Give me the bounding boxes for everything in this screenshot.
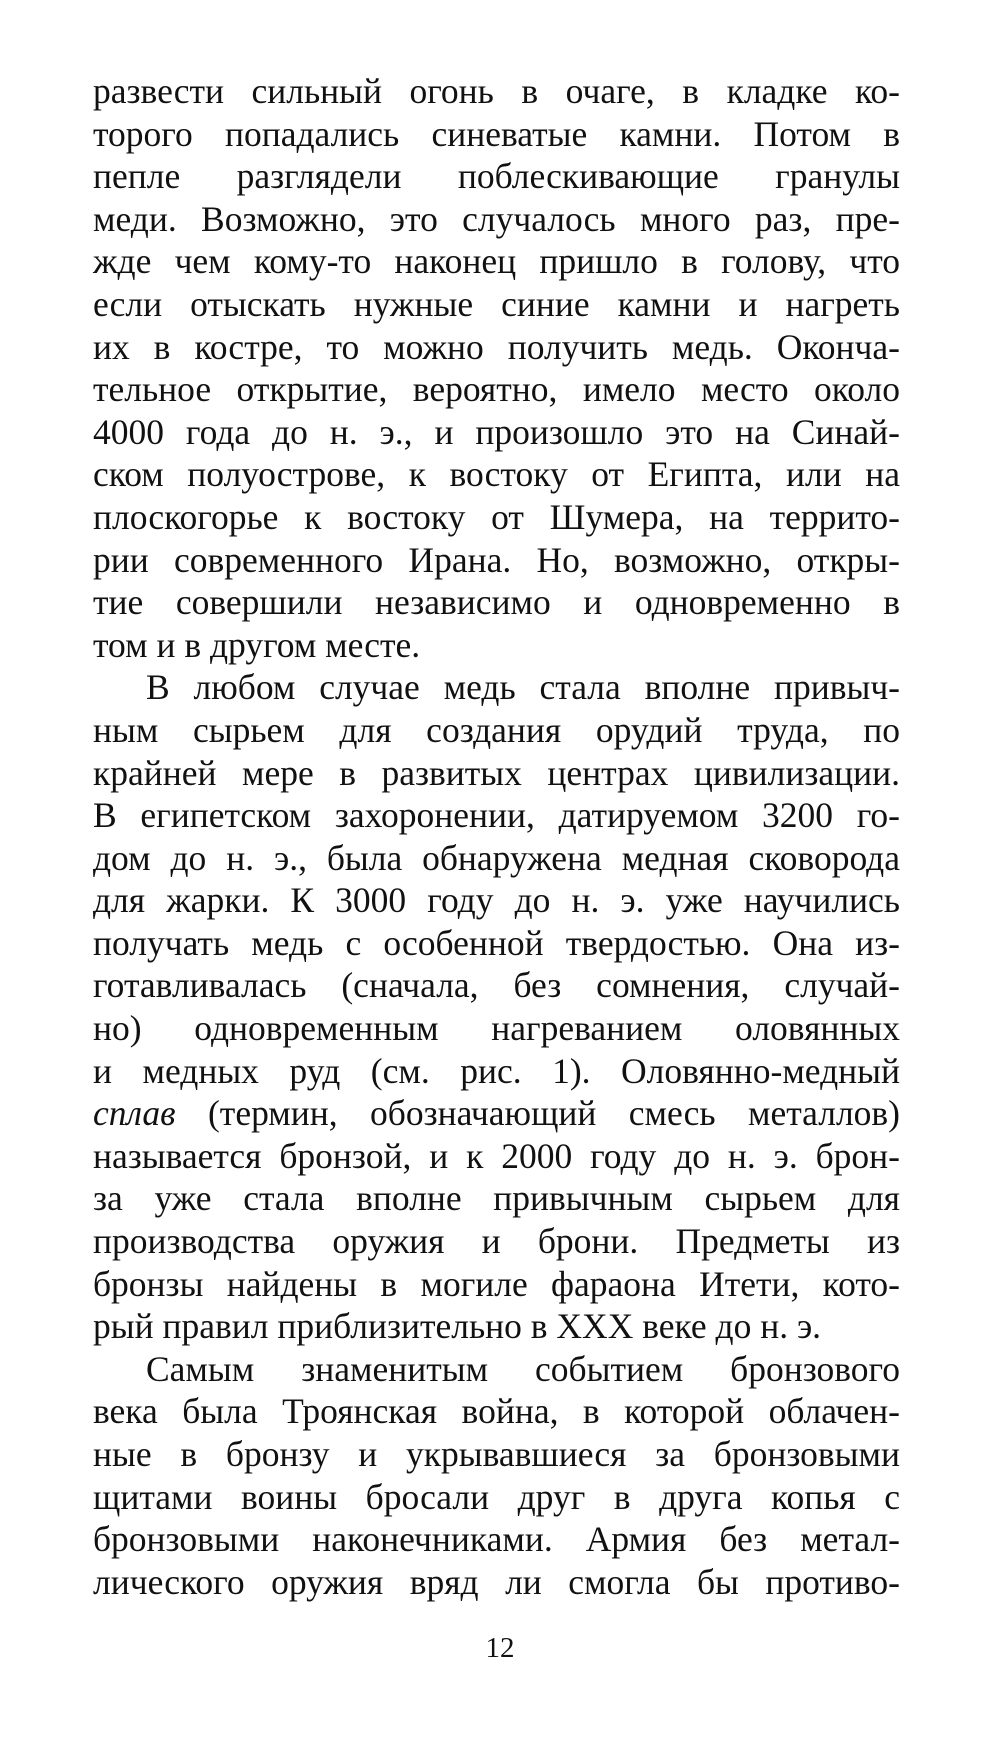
paragraph-2	[93, 666, 900, 1348]
paragraph-3	[93, 1348, 900, 1604]
text-line: 4000 года до н. э., и произошло это на Синай-	[93, 411, 900, 452]
text-line: за уже стала вполне привычным сырьем для	[93, 1178, 900, 1219]
text-line-with-term	[93, 1092, 900, 1135]
text-line: века была Троянская война, в которой облачен-	[93, 1391, 900, 1432]
text-line: бронзовыми наконечниками. Армия без метал-	[93, 1519, 900, 1560]
page-number: 12	[485, 1632, 515, 1664]
text-line: пепле разглядели поблескивающие гранулы	[93, 156, 900, 197]
page-body	[93, 70, 900, 1603]
text-line: том и в другом месте.	[93, 624, 421, 665]
text-line: плоскогорье к востоку от Шумера, на террито-	[93, 496, 900, 537]
text-line: рии современного Ирана. Но, возможно, откры-	[93, 539, 900, 580]
text-line: щитами воины бросали друг в друга копья с	[93, 1476, 900, 1517]
text-line: тельное открытие, вероятно, имело место около	[93, 369, 900, 410]
text-line: жде чем кому-то наконец пришло в голову, что	[93, 241, 900, 282]
text-line: торого попадались синеватые камни. Потом в	[93, 113, 900, 154]
text-line: рый правил приблизительно в XXX веке до н. э.	[93, 1306, 822, 1347]
text-line: ным сырьем для создания орудий труда, по	[93, 709, 900, 750]
italic-term: сплав	[93, 1093, 176, 1134]
text-line: В египетском захоронении, датируемом 3200 го-	[93, 795, 900, 836]
text-line: меди. Возможно, это случалось много раз, пре-	[93, 198, 900, 239]
text-line: и медных руд (см. рис. 1). Оловянно-медный	[93, 1050, 900, 1091]
text-line: но) одновременным нагреванием оловянных	[93, 1008, 900, 1049]
text-line: Самым знаменитым событием бронзового	[146, 1348, 900, 1389]
text-line: для жарки. К 3000 году до н. э. уже научились	[93, 880, 900, 921]
text-line: крайней мере в развитых центрах цивилизации.	[93, 752, 900, 793]
text-line: лического оружия вряд ли смогла бы противо-	[93, 1561, 900, 1602]
text-line: производства оружия и брони. Предметы из	[93, 1221, 900, 1262]
text-line: получать медь с особенной твердостью. Она из-	[93, 922, 900, 963]
paragraph-1	[93, 70, 900, 666]
text-line: готавливалась (сначала, без сомнения, случай-	[93, 965, 900, 1006]
text-line: развести сильный огонь в очаге, в кладке ко-	[93, 71, 900, 111]
text-line: если отыскать нужные синие камни и нагреть	[93, 283, 900, 324]
text-line: В любом случае медь стала вполне привыч-	[146, 667, 900, 708]
term-explanation: (термин, обозначающий смесь металлов)	[175, 1093, 900, 1134]
text-line: бронзы найдены в могиле фараона Итети, кото-	[93, 1263, 900, 1304]
text-line: называется бронзой, и к 2000 году до н. э. брон-	[93, 1135, 900, 1176]
text-line: дом до н. э., была обнаружена медная сковорода	[93, 837, 900, 878]
text-line: их в костре, то можно получить медь. Оконча-	[93, 326, 900, 367]
text-line: ные в бронзу и укрывавшиеся за бронзовыми	[93, 1434, 900, 1474]
text-line: ском полуострове, к востоку от Египта, или на	[93, 454, 900, 495]
text-line: тие совершили независимо и одновременно в	[93, 582, 900, 623]
